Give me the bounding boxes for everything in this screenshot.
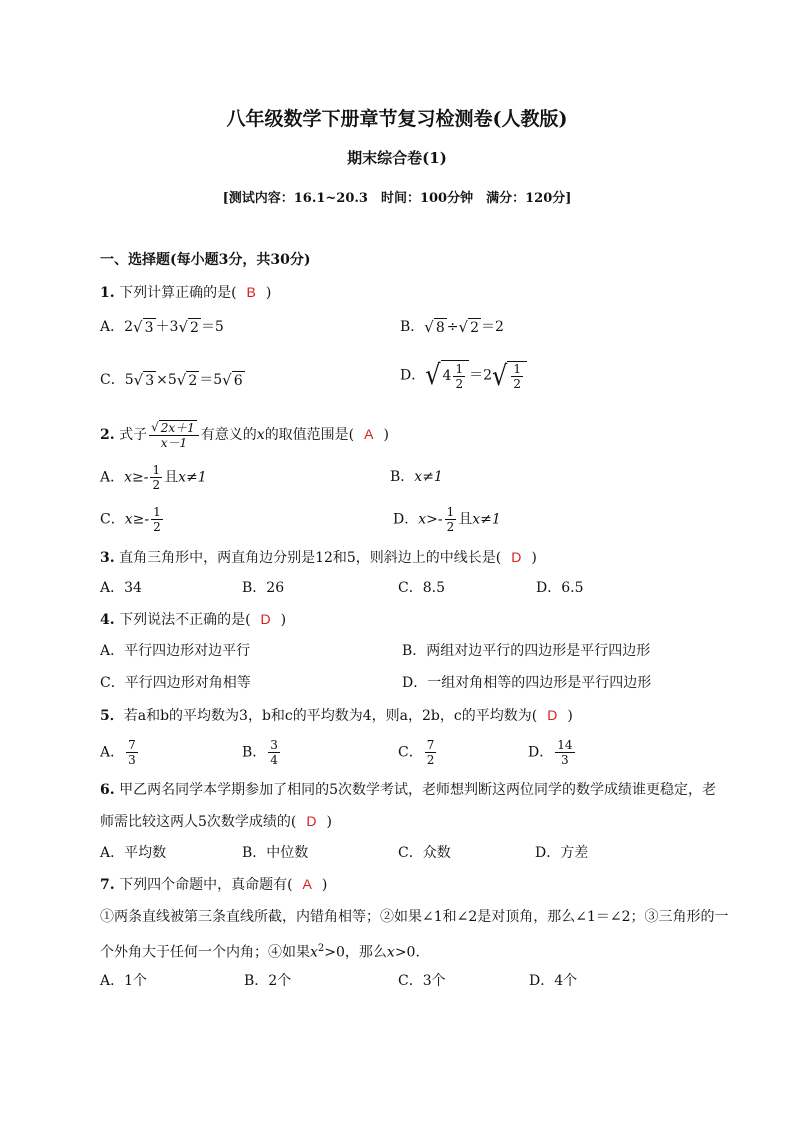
sqrt: √ 3 (133, 370, 155, 389)
option-d: D．6.5 (536, 580, 584, 596)
fraction: √ 2x＋1 x－1 (149, 420, 199, 450)
sqrt: √ 2 (458, 317, 479, 336)
question-number: 6. (100, 782, 115, 798)
option-c: C．平行四边形对角相等 (100, 675, 251, 691)
answer-mark: D (547, 707, 558, 723)
page-subtitle: 期末综合卷(1) (347, 149, 447, 167)
question-number: 1. (100, 285, 115, 301)
question-3: 3. 直角三角形中，两直角边分别是12和5，则斜边上的中线长是( D ) (100, 549, 537, 566)
test-info: [测试内容：16.1~20.3 时间：100分钟 满分：120分] (222, 191, 572, 206)
question-number: 2. (100, 427, 115, 443)
answer-mark: D (260, 611, 271, 627)
option-b: B．x≠1 (390, 469, 443, 485)
sqrt: √ 6 (222, 370, 243, 389)
answer-mark: B (246, 284, 256, 300)
option-b: B． $\frac{3}{4}$ (242, 738, 278, 767)
question-7: 7. 下列四个命题中，真命题有( A ) (100, 876, 328, 893)
question-2: 2. 式子 √ 2x＋1 x－1 有意义的x的取值范围是( A ) (100, 420, 389, 450)
sqrt: √ 8 (424, 317, 445, 336)
question-number: 4. (100, 612, 115, 628)
option-a: A．2 √ 3 ＋3 √ 2 ＝5 (100, 317, 224, 336)
answer-mark: D (511, 549, 522, 565)
option-c: C．5 √ 3 ×5 √ 2 ＝5 √ 6 (100, 370, 243, 389)
answer-mark: A (302, 876, 312, 892)
question-stem: 下列计算正确的是( (119, 285, 237, 301)
option-d: D． $\frac{14}{3}$ (528, 738, 573, 767)
question-number: 5． (100, 708, 124, 724)
option-a: A．1个 (100, 973, 148, 989)
option-b: B．26 (242, 580, 285, 596)
option-d: D．一组对角相等的四边形是平行四边形 (402, 675, 652, 691)
page-title: 八年级数学下册章节复习检测卷(人教版) (226, 108, 568, 130)
option-a: A．平均数 (100, 845, 167, 861)
option-c: C． $\frac{7}{2}$ (398, 738, 435, 767)
question-1: 1. 下列计算正确的是( B ) (100, 284, 272, 301)
question-number: 7. (100, 877, 115, 893)
answer-mark: D (306, 813, 317, 829)
question-number: 3. (100, 550, 115, 566)
option-c: C．8.5 (398, 580, 445, 596)
option-d: D． √ 4 $\frac{1}{2}$ ＝2 √ $\frac{1}{2}$ (400, 360, 527, 391)
option-d: D．4个 (529, 973, 578, 989)
option-a: A．x≥- $\frac{1}{2}$ 且x≠1 (100, 463, 207, 492)
option-a: A． $\frac{7}{3}$ (100, 738, 136, 767)
sqrt: √ $\frac{1}{2}$ (492, 361, 527, 391)
option-c: C．x≥- $\frac{1}{2}$ (100, 505, 161, 534)
question-6-continued: 师需比较这两人5次数学成绩的( D ) (100, 813, 332, 830)
option-d: D．x>- $\frac{1}{2}$ 且x≠1 (393, 505, 501, 534)
option-b: B．中位数 (242, 845, 309, 861)
statement-line-1: ①两条直线被第三条直线所截，内错角相等；②如果∠1和∠2是对顶角，那么∠1＝∠2；③三角形的一 (100, 909, 729, 925)
option-b: B．两组对边平行的四边形是平行四边形 (402, 643, 651, 659)
sqrt: √ 2 (176, 370, 198, 389)
sqrt: √ 4 $\frac{1}{2}$ (425, 360, 469, 391)
option-c: C．3个 (398, 973, 446, 989)
option-a: A．34 (100, 580, 142, 596)
option-d: D．方差 (535, 845, 589, 861)
question-5: 5．若a和b的平均数为3，b和c的平均数为4，则a，2b，c的平均数为( D ) (100, 707, 573, 724)
option-a: A．平行四边形对边平行 (100, 643, 251, 659)
option-b: B． √ 8 ÷ √ 2 ＝2 (400, 317, 504, 336)
answer-mark: A (364, 426, 374, 442)
option-b: B．2个 (244, 973, 292, 989)
sqrt: √ 3 (133, 317, 154, 336)
question-4: 4. 下列说法不正确的是( D ) (100, 611, 287, 628)
section-heading: 一、选择题(每小题3分，共30分) (100, 252, 311, 268)
question-6: 6. 甲乙两名同学本学期参加了相同的5次数学考试，老师想判断这两位同学的数学成绩谁更稳定，老 (100, 782, 716, 798)
sqrt: √ 2 (178, 317, 199, 336)
option-c: C．众数 (398, 845, 451, 861)
statement-line-2: 个外角大于任何一个内角；④如果$x^2>0$，那么x>0. (100, 943, 420, 961)
